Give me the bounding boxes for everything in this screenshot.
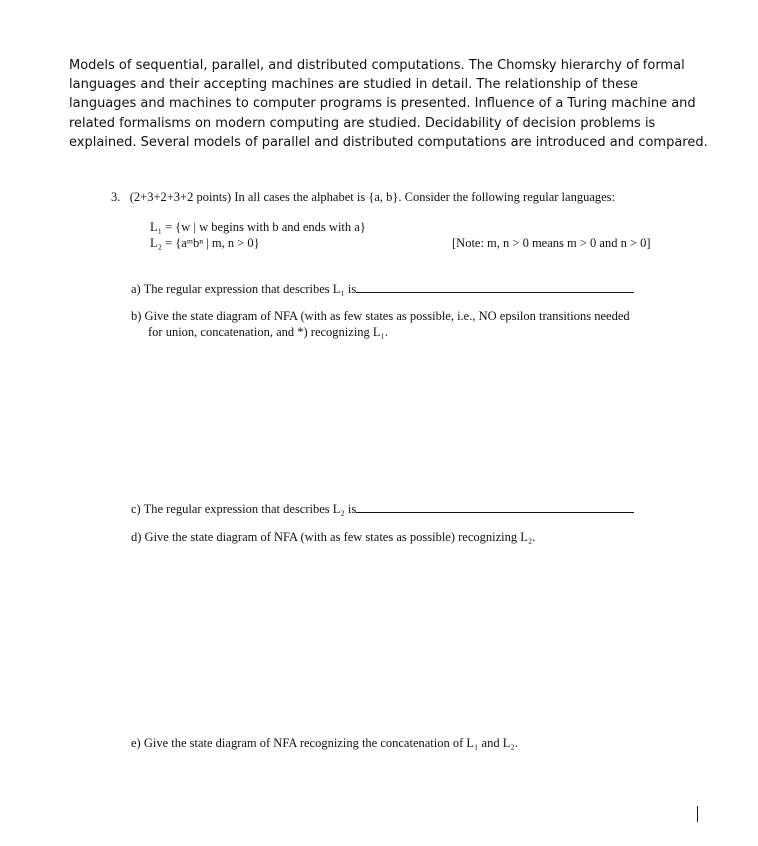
l2-definition: L₂ = {aᵐbⁿ | m, n > 0} xyxy=(150,236,260,250)
question-points: (2+3+2+3+2 points) xyxy=(129,190,232,204)
part-b-line2: for union, concatenation, and *) recognizing L₁. xyxy=(148,325,389,339)
part-a-text: a) The regular expression that describes L₁ is xyxy=(131,282,357,296)
note: [Note: m, n > 0 means m > 0 and n > 0] xyxy=(452,236,651,250)
l1-definition: L₁ = {w | w begins with b and ends with a} xyxy=(150,220,366,234)
part-c-text: c) The regular expression that describes L₂ is xyxy=(131,502,357,516)
part-a xyxy=(131,280,634,297)
course-description: Models of sequential, parallel, and distributed computations. The Chomsky hierarchy of formal languages and their accepting machines are studied in detail. The relationship of these languages and machines to computer programs is presented. Influence of a Turing machine and related formalisms on modern computing are studied. Decidability of decision problems is explained. Several models of parallel and distributed computations are introduced and compared. xyxy=(69,58,708,150)
text-cursor xyxy=(697,806,698,822)
part-a-answer-blank[interactable] xyxy=(356,280,634,293)
question-header xyxy=(111,190,615,205)
part-e: e) Give the state diagram of NFA recognizing the concatenation of L₁ and L₂. xyxy=(131,736,518,750)
part-c xyxy=(131,500,634,517)
part-b-line1: b) Give the state diagram of NFA (with as few states as possible, i.e., NO epsilon transitions needed xyxy=(131,309,630,323)
question-intro-tail: . Consider the following regular languages: xyxy=(398,190,616,204)
question-number: 3. xyxy=(111,190,121,204)
question-intro: In all cases the alphabet is xyxy=(234,190,366,204)
alphabet: {a, b} xyxy=(368,190,399,204)
part-c-answer-blank[interactable] xyxy=(356,500,634,513)
part-d: d) Give the state diagram of NFA (with as few states as possible) recognizing L₂. xyxy=(131,530,536,544)
